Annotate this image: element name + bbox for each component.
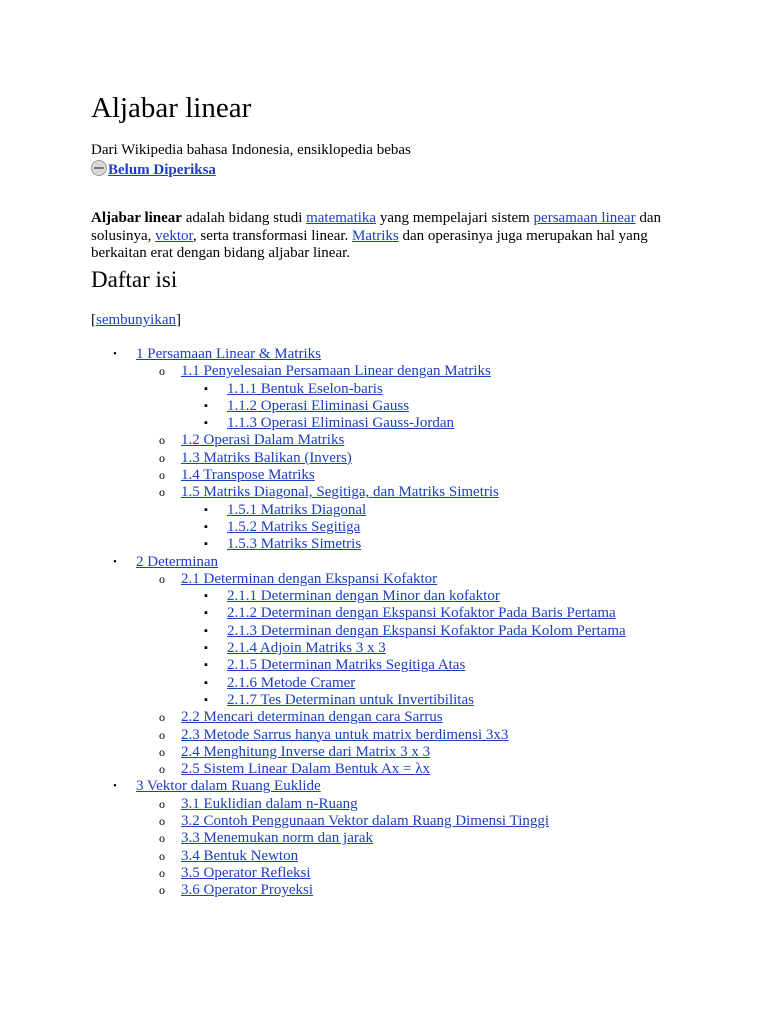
bullet-icon: ▪ (204, 503, 208, 516)
toc-toggle (91, 311, 181, 329)
toc-link[interactable] (181, 727, 508, 744)
toc-link[interactable] (227, 415, 454, 432)
toc-link[interactable] (227, 381, 383, 398)
toc-link[interactable] (181, 830, 373, 847)
toc-number: 2.2 (181, 709, 200, 726)
toc-link[interactable] (136, 554, 218, 571)
toc-text: Determinan dengan Ekspansi Kofaktor (199, 570, 438, 587)
bullet-icon: ▪ (204, 399, 208, 412)
toc-link[interactable] (181, 432, 344, 449)
toc-link[interactable] (181, 363, 491, 380)
toc-text: Menemukan norm dan jarak (199, 830, 374, 847)
bullet-icon: o (159, 433, 165, 448)
bullet-icon: ▪ (204, 659, 208, 672)
toc-link[interactable] (181, 865, 311, 882)
toc-item (91, 398, 691, 415)
toc-number: 1.1.1 (227, 380, 257, 397)
bullet-icon: o (159, 848, 165, 863)
toc-item (91, 588, 691, 605)
toc-link[interactable] (227, 692, 474, 709)
toc-item (91, 381, 691, 398)
intro-text: adalah bidang studi (181, 210, 307, 226)
link-matematika[interactable]: matematika (306, 210, 377, 226)
bullet-icon: o (159, 468, 165, 483)
toc-item (91, 536, 691, 553)
intro-paragraph (91, 210, 691, 263)
toc-number: 1.1.2 (227, 397, 257, 414)
toc-number: 2.1 (181, 570, 200, 587)
bullet-icon: o (159, 744, 165, 759)
toc-link[interactable] (227, 502, 366, 519)
toc-number: 1.5.2 (227, 518, 257, 535)
intro-text: yang mempelajari sistem (376, 210, 534, 226)
toc-number: 1.5.3 (227, 536, 257, 553)
toc-text: Tes Determinan untuk Invertibilitas (257, 691, 474, 708)
toc-number: 1.5 (181, 484, 200, 501)
bullet-icon: o (159, 485, 165, 500)
toc-link[interactable] (227, 398, 409, 415)
toc-item (91, 675, 691, 692)
bullet-icon: ▪ (204, 417, 208, 430)
toc-text: Contoh Penggunaan Vektor dalam Ruang Dimensi Tinggi (199, 813, 550, 830)
bullet-icon: o (159, 571, 165, 586)
toc-link[interactable] (227, 588, 500, 605)
toc-text: Persamaan Linear & Matriks (143, 346, 321, 362)
toc-number: 2.1.2 (227, 605, 257, 622)
toc-link[interactable] (181, 761, 430, 778)
toc-text: Matriks Diagonal, Segitiga, dan Matriks Simetris (199, 484, 499, 501)
intro-term: Aljabar linear (91, 210, 182, 226)
toc-number: 2.1.5 (227, 657, 257, 674)
bullet-icon: o (159, 364, 165, 379)
toc-hide-link[interactable]: sembunyikan (96, 312, 176, 328)
toc-item (91, 657, 691, 674)
toc-item (91, 640, 691, 657)
toc-text: Penyelesaian Persamaan Linear dengan Matriks (199, 363, 491, 380)
intro-text: dan operasinya juga merupakan hal yang berkaitan erat dengan bidang aljabar linear. (91, 227, 648, 261)
toc-text: Determinan dengan Minor dan kofaktor (257, 588, 500, 605)
toc-item (91, 709, 691, 726)
page-title: Aljabar linear (91, 92, 252, 124)
bullet-icon: o (159, 762, 165, 777)
toc-number: 2.1.7 (227, 691, 257, 708)
toc-item (91, 623, 691, 640)
toc-number: 2.5 (181, 761, 200, 778)
bullet-icon: • (113, 555, 117, 568)
toc-text: Matriks Balikan (Invers) (199, 449, 352, 466)
toc-number: 1.2 (181, 432, 200, 449)
toc-text: Determinan Matriks Segitiga Atas (257, 657, 466, 674)
toc-number: 1.1 (181, 363, 200, 380)
toc-link[interactable] (181, 882, 313, 899)
toc-item (91, 830, 691, 847)
table-of-contents (91, 346, 691, 900)
toc-item (91, 744, 691, 761)
toc-text: Metode Cramer (257, 674, 356, 691)
toc-number: 1.3 (181, 449, 200, 466)
toc-number: 3.4 (181, 847, 200, 864)
toc-item (91, 467, 691, 484)
toc-number: 3 (136, 778, 144, 795)
toc-number: 2.4 (181, 743, 200, 760)
toc-text: Mencari determinan dengan cara Sarrus (199, 709, 443, 726)
bullet-icon: o (159, 865, 165, 880)
bullet-icon: o (159, 710, 165, 725)
toc-item (91, 865, 691, 882)
toc-text: Determinan dengan Ekspansi Kofaktor Pada Kolom Pertama (257, 622, 626, 639)
bullet-icon: ▪ (204, 624, 208, 637)
toc-number: 2.1.1 (227, 588, 257, 605)
toc-item (91, 882, 691, 899)
bullet-icon: • (113, 348, 117, 360)
bracket-close: ] (176, 312, 181, 328)
toc-item (91, 761, 691, 778)
toc-link[interactable] (181, 450, 352, 467)
toc-item (91, 502, 691, 519)
toc-number: 3.2 (181, 813, 200, 830)
toc-item (91, 363, 691, 380)
toc-text: Determinan dengan Ekspansi Kofaktor Pada Baris Pertama (257, 605, 616, 622)
bullet-icon: • (113, 780, 117, 793)
review-status-link[interactable]: Belum Diperiksa (108, 162, 216, 178)
toc-text: Bentuk Eselon-baris (257, 380, 383, 397)
toc-item (91, 519, 691, 536)
unreviewed-icon (91, 160, 107, 176)
toc-item (91, 848, 691, 865)
toc-item (91, 450, 691, 467)
toc-number: 1 (136, 346, 144, 362)
toc-item (91, 692, 691, 709)
toc-link[interactable] (227, 640, 386, 657)
toc-text: Matriks Diagonal (257, 501, 367, 518)
toc-number: 1.4 (181, 467, 200, 484)
toc-text: Vektor dalam Ruang Euklide (143, 778, 321, 795)
bullet-icon: ▪ (204, 676, 208, 689)
toc-text: Operasi Eliminasi Gauss (257, 397, 410, 414)
intro-text: , serta transformasi linear. (192, 227, 353, 244)
toc-text: Matriks Segitiga (257, 518, 361, 535)
toc-text: Transpose Matriks (199, 467, 315, 484)
toc-text: Operator Refleksi (199, 864, 311, 881)
toc-item (91, 813, 691, 830)
bullet-icon: o (159, 796, 165, 811)
toc-link[interactable] (227, 605, 616, 622)
toc-number: 3.3 (181, 830, 200, 847)
toc-number: 3.6 (181, 882, 200, 899)
toc-text: Operator Proyeksi (199, 882, 314, 899)
link-persamaan-linear[interactable]: persamaan linear (533, 210, 636, 226)
toc-item (91, 796, 691, 813)
toc-number: 1.1.3 (227, 415, 257, 432)
toc-number: 1.5.1 (227, 501, 257, 518)
bullet-icon: ▪ (204, 642, 208, 655)
bullet-icon: ▪ (204, 538, 208, 551)
toc-text: Operasi Dalam Matriks (199, 432, 345, 449)
toc-item (91, 605, 691, 622)
toc-heading: Daftar isi (91, 267, 178, 292)
toc-link[interactable] (227, 519, 360, 536)
toc-item (91, 727, 691, 744)
link-matriks[interactable]: Matriks (352, 227, 399, 244)
toc-link[interactable] (227, 536, 361, 553)
toc-text: Adjoin Matriks 3 x 3 (257, 640, 386, 657)
bullet-icon: ▪ (204, 607, 208, 620)
toc-number: 3.5 (181, 864, 200, 881)
toc-text: Sistem Linear Dalam Bentuk Ax = λx (199, 761, 431, 778)
toc-number: 3.1 (181, 795, 200, 812)
toc-number: 2.1.6 (227, 674, 257, 691)
toc-text: Matriks Simetris (257, 536, 362, 553)
bracket-open: [ (91, 312, 96, 328)
bullet-icon: o (159, 450, 165, 465)
toc-link[interactable] (181, 467, 315, 484)
toc-text: Menghitung Inverse dari Matrix 3 x 3 (199, 743, 431, 760)
toc-link[interactable] (181, 484, 499, 501)
toc-link[interactable] (181, 796, 358, 813)
bullet-icon: o (159, 727, 165, 742)
toc-text: Metode Sarrus hanya untuk matrix berdimensi 3x3 (199, 726, 509, 743)
toc-item (91, 571, 691, 588)
toc-link[interactable] (136, 778, 321, 795)
toc-item (91, 554, 691, 571)
toc-number: 2.1.4 (227, 640, 257, 657)
toc-link[interactable] (181, 571, 437, 588)
toc-link[interactable] (181, 848, 298, 865)
bullet-icon: ▪ (204, 590, 208, 603)
toc-text: Determinan (143, 553, 219, 570)
toc-text: Bentuk Newton (199, 847, 299, 864)
toc-item (91, 778, 691, 795)
toc-link[interactable] (181, 813, 549, 830)
toc-link[interactable] (181, 744, 430, 761)
review-status (91, 160, 216, 179)
bullet-icon: o (159, 883, 165, 898)
bullet-icon: ▪ (204, 382, 208, 395)
link-vektor[interactable]: vektor (155, 227, 193, 244)
toc-link[interactable] (227, 657, 465, 674)
bullet-icon: ▪ (204, 520, 208, 533)
bullet-icon: o (159, 831, 165, 846)
toc-item (91, 415, 691, 432)
toc-link[interactable] (227, 675, 355, 692)
toc-item (91, 432, 691, 449)
toc-text: Euklidian dalam n-Ruang (199, 795, 358, 812)
toc-link[interactable] (181, 709, 443, 726)
toc-item (91, 484, 691, 501)
intro-text: dan solusinya, (91, 210, 661, 244)
toc-link[interactable] (227, 623, 626, 640)
bullet-icon: ▪ (204, 693, 208, 706)
site-subtitle: Dari Wikipedia bahasa Indonesia, ensiklopedia bebas (91, 142, 411, 158)
toc-text: Operasi Eliminasi Gauss-Jordan (257, 415, 455, 432)
toc-number: 2.3 (181, 726, 200, 743)
toc-link[interactable] (136, 346, 321, 363)
bullet-icon: o (159, 814, 165, 829)
toc-item (91, 346, 691, 363)
toc-number: 2 (136, 553, 144, 570)
toc-number: 2.1.3 (227, 622, 257, 639)
